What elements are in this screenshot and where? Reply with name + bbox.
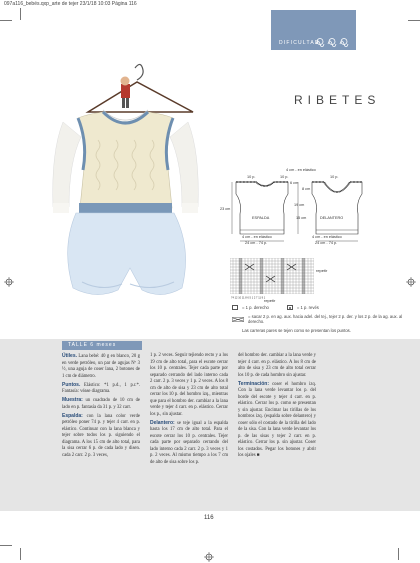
registration-mark-icon: [4, 277, 14, 287]
instruction-text: Elástico: *1 p.d., 1 p.r.*. Fantasía: véase diagrama.: [62, 382, 140, 394]
schematic-measure: 15 cm: [296, 216, 307, 220]
crop-mark: [20, 548, 21, 560]
schematic-measure: 24 cm - 74 p.: [245, 241, 268, 245]
chart-repeat-label: repetir: [264, 298, 276, 303]
difficulty-box: [271, 10, 356, 50]
schematic-measure: 6 cm: [290, 181, 299, 185]
schematic-back-name: ESPALDA: [252, 216, 270, 220]
instruction-heading: Delantero:: [150, 419, 175, 426]
instruction-heading: Muestra:: [62, 397, 83, 403]
instructions-column: [62, 353, 140, 461]
instruction-paragraph: [238, 381, 316, 460]
schematic-measure: 4 cm - en elástico: [242, 235, 272, 239]
print-slug: 097a116_bebés.qxp_arte de tejer 23/1/18 10:03 Página 116: [4, 1, 137, 7]
size-tab: TALLE 6 meses: [62, 341, 142, 350]
schematic-front-name: DELANTERO: [320, 216, 344, 220]
knit-stitch-icon: [232, 305, 238, 310]
page-title: RIBETES: [294, 93, 381, 107]
crop-mark: [398, 548, 399, 560]
instruction-text: del hombro der. cambiar a la lana verde y tejer 4 carr. en p. elástico. A los 8 cm de alto de sisa y 23 cm de alto total cerrar los 10 p. de cada hombro sin ajustar.: [238, 353, 316, 378]
crop-mark: [0, 545, 12, 546]
instruction-heading: Puntos.: [62, 381, 81, 388]
instruction-paragraph: [150, 420, 228, 467]
chart-repeat-label: repetir: [316, 268, 328, 273]
instruction-text: coser el hombro izq. Con la lana verde levantar los p. del borde del escote y tejer 4 carr. en p. elástico. Cerrar los p. como se presentan y sin ajustar. Encimar las tirillas de los hombros izq. (espalda sobre delantero) y coser sólo el costado de la tirilla del lado de la sisa. Con la lana verde levantar los p. de las sisas y tejer 2 carr. en p. elástico. Cerrar los p. sin ajustar. Coser los costados. Pegar los botones y abrir los ojales ■: [238, 381, 316, 458]
cable-cross-icon: [232, 317, 244, 322]
chart-stitch-numbers: 74 12 10 11 8 6 5 1 2 7 11 9 1: [231, 296, 266, 300]
schematic-measure: 4 cm - en elástico: [312, 235, 342, 239]
instruction-paragraph: [62, 353, 140, 380]
legend-note: Las carreras pares se tejen como se presentan los puntos.: [242, 327, 351, 333]
crop-mark: [0, 20, 12, 21]
purl-stitch-icon: [287, 305, 293, 310]
schematic-measure: 10 p.: [330, 175, 339, 179]
schematic-label-elastic: 4 cm - en elástico: [286, 168, 316, 172]
garment-photo: [18, 60, 223, 330]
instruction-text: un cuadrado de 10 cm de lado en p. fantasía da 31 p. y 32 carr.: [62, 398, 140, 410]
instruction-heading: Espalda:: [62, 412, 83, 419]
schematic-measure: 10 p.: [280, 175, 289, 179]
schematic-measure: 19 cm: [294, 203, 305, 207]
schematic-measure: 10 p.: [247, 175, 256, 179]
instruction-text: 1 p. 2 veces. Seguir tejiendo recto y a los 19 cm de alto total, para el escote cerrar los 10 p. centrales. Tejer cada parte por separado cerrando del lado interno cada 2 carr. 2 p. 3 veces y 1 p. 2 veces. A los 8 cm de alto de sisa y 23 cm de alto total cerrar los 10 p. del hombro izq., mientras que para el hombro der. cambiar a la lana verde y tejer 4 carr. en p. elástico. Cerrar los p., sin ajustar.: [150, 353, 228, 417]
schematic-measure: 23 cm: [220, 207, 231, 211]
legend-item: = 1 p. revés: [296, 305, 319, 310]
instructions-column: [150, 353, 228, 468]
difficulty-yarn-icon: [315, 37, 351, 47]
instruction-text: se teje igual a la espalda hasta los 17 cm de alto total. Para el escote cerrar los 10 p. centrales. Tejer cada parte por separado cerrando del lado interno cada 2 carr. 2 p. 3 veces y 1 p. 2 veces. Al mismo tiempo a los 7 cm de alto de sisa sobre los p.: [150, 420, 228, 465]
schematic-measure: 8 cm: [302, 187, 311, 191]
instruction-heading: Útiles.: [62, 353, 78, 359]
schematic-measure: 24 cm - 74 p.: [315, 241, 338, 245]
crop-mark: [20, 8, 21, 20]
legend-item: = 1 p. derecho: [242, 305, 269, 310]
instruction-paragraph: [62, 382, 140, 396]
difficulty-label: DIFICULTAD: [279, 40, 320, 46]
instruction-text: Lana bebé: 40 g en blanco, 20 g en verde petróleo, un par de agujas Nº 3 ½, una aguja de coser lana, 2 botones de 1 cm de diámetro.: [62, 354, 140, 379]
instructions-column: [238, 353, 316, 461]
instruction-paragraph: [62, 397, 140, 411]
legend-item: = sacar 2 p. en ag. aux. hacia adel. del tej., tejer 2 p. der. y los 2 p. de la ag. aux. al derecho.: [248, 313, 403, 324]
page-number: 116: [204, 515, 214, 521]
knitting-chart: [230, 258, 314, 300]
registration-mark-icon: [406, 277, 416, 287]
instruction-text: con la lana color verde petróleo poner 74 p. y tejer 4 carr. en p. elástico. Continuar con la lana blanca y tejer sobre todos los p. siguiendo el diagrama. A los 15 cm de alto total, para la sisa cerrar 6 p. de cada lado y disen. cada 2 carr. 2 p. 3 veces,: [62, 413, 140, 458]
instruction-paragraph: [238, 353, 316, 379]
crop-mark: [408, 20, 420, 21]
instruction-heading: Terminación:: [238, 380, 270, 387]
chart-legend: [232, 305, 407, 333]
instruction-paragraph: [62, 413, 140, 460]
garment-schematic: [212, 166, 402, 256]
registration-mark-icon: [204, 552, 214, 562]
instruction-paragraph: [150, 353, 228, 418]
